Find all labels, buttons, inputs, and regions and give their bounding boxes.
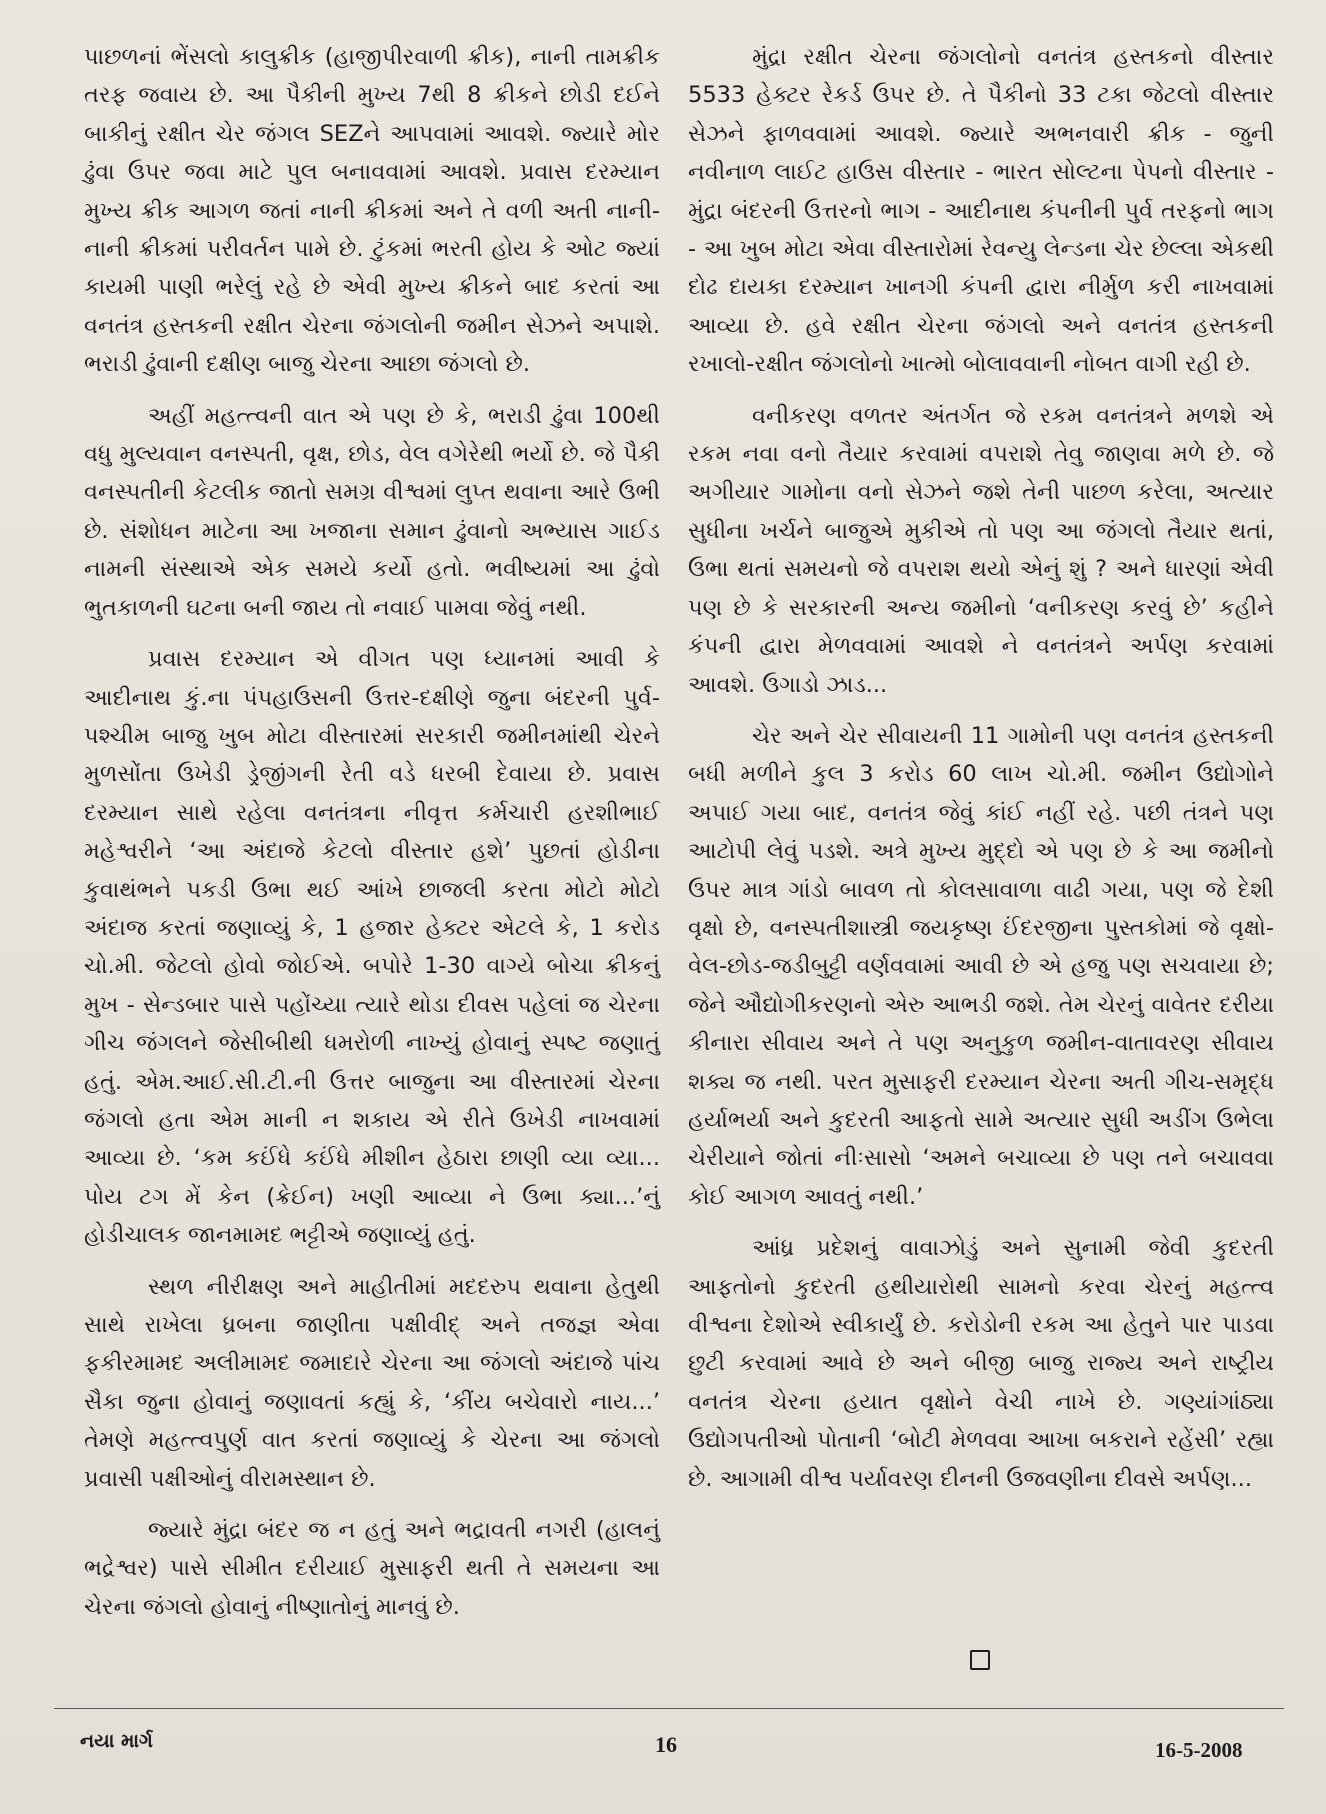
- paragraph: જ્યારે મુંદ્રા બંદર જ ન હતું અને ભદ્રાવતી નગરી (હાલનું ભદ્રેશ્વર) પાસે સીમીત દરીયાઈ મુસાફરી થતી તે સમયના આ ચેરના જંગલો હોવાનું નીષ્ણાતોનું માનવું છે.: [84, 1517, 660, 1620]
- footer-divider: [54, 1708, 1284, 1709]
- paragraph: ચેર અને ચેર સીવાયની 11 ગામોની પણ વનતંત્ર હસ્તકની બધી મળીને કુલ 3 કરોડ 60 લાખ ચો.મી. જમીન ઉદ્યોગોને અપાઈ ગયા બાદ, વનતંત્ર જેવું કાંઈ નહીં રહે. પછી તંત્રને પણ આટોપી લેવું પડશે. અત્રે મુખ્ય મુદ્દો એ પણ છે કે આ જમીનો ઉપર માત્ર ગાંડો બાવળ તો કોલસાવાળા વાઢી ગયા, પણ જે દેશી વૃક્ષો છે, વનસ્પતીશાસ્ત્રી જયકૃષ્ણ ઈંદરજીના પુસ્તકોમાં જે વૃક્ષો-વેલ-છોડ-જડીબુટ્ટી વર્ણવવામાં આવી છે એ હજુ પણ સચવાયા છે; જેને ઔદ્યોગીકરણનો એરુ આભડી જશે. તેમ ચેરનું વાવેતર દરીયા કીનારા સીવાય અને તે પણ અનુકુળ જમીન-વાતાવરણ સીવાય શક્ય જ નથી. પરત મુસાફરી દરમ્યાન ચેરના અતી ગીચ-સમૃદ્ધ હર્યાભર્યા અને કુદરતી આફતો સામે અત્યાર સુધી અડીંગ ઉભેલા ચેરીયાને જોતાં નીઃસાસો ‘અમને બચાવ્યા છે પણ તને બચાવવા કોઈ આગળ આવતું નથી.’: [688, 722, 1274, 1210]
- paragraph: અહીં મહત્ત્વની વાત એ પણ છે કે, ભરાડી ઢુંવા 100થી વધુ મુલ્યવાન વનસ્પતી, વૃક્ષ, છોડ, વેલ વગેરેથી ભર્યો છે. જે પૈકી વનસ્પતીની કેટલીક જાતો સમગ્ર વીશ્વમાં લુપ્ત થવાના આરે ઉભી છે. સંશોધન માટેના આ ખજાના સમાન ઢુંવાનો અભ્યાસ ગાઈડ નામની સંસ્થાએ એક સમયે કર્યો હતો. ભવીષ્યમાં આ ઢુંવો ભુતકાળની ઘટના બની જાય તો નવાઈ પામવા જેવું નથી.: [84, 402, 660, 621]
- paragraph: પ્રવાસ દરમ્યાન એ વીગત પણ ધ્યાનમાં આવી કે આદીનાથ કું.ના પંપહાઉસની ઉત્તર-દક્ષીણે જુના બંદરની પુર્વ-પશ્ચીમ બાજુ ખુબ મોટા વીસ્તારમાં સરકારી જમીનમાંથી ચેરને મુળસોંતા ઉખેડી ડ્રેજીંગની રેતી વડે ધરબી દેવાયા છે. પ્રવાસ દરમ્યાન સાથે રહેલા વનતંત્રના નીવૃત્ત કર્મચારી હરશીભાઈ મહેશ્વરીને ‘આ અંદાજે કેટલો વીસ્તાર હશે’ પુછતાં હોડીના કુવાથંભને પકડી ઉભા થઈ આંખે છાજલી કરતા મોટો મોટો અંદાજ કરતાં જણાવ્યું કે, 1 હજાર હેક્ટર એટલે કે, 1 કરોડ ચો.મી. જેટલો હોવો જોઈએ. બપોરે 1-30 વાગ્યે બોચા ક્રીકનું મુખ - સેન્ડબાર પાસે પહોંચ્યા ત્યારે થોડા દીવસ પહેલાં જ ચેરના ગીચ જંગલને જેસીબીથી ધમરોળી નાખ્યું હોવાનું સ્પષ્ટ જણાતું હતું. એમ.આઈ.સી.ટી.ની ઉત્તર બાજુના આ વીસ્તારમાં ચેરના જંગલો હતા એમ માની ન શકાય એ રીતે ઉખેડી નાખવામાં આવ્યા છે. ‘કમ કઈંધે કઈંધે મીશીન હેઠારા છાણી વ્યા વ્યા... પોય ટગ મેં કેન (ક્રેઈન) ખણી આવ્યા ને ઉભા ક્યા...’નું હોડીચાલક જાનમામદ ભટ્ટીએ જણાવ્યું હતું.: [84, 646, 660, 1249]
- end-of-article-square-icon: [970, 1650, 990, 1670]
- paragraph: પાછળનાં ભેંસલો કાલુક્રીક (હાજીપીરવાળી ક્રીક), નાની તામક્રીક તરફ જવાય છે. આ પૈકીની મુખ્ય 7થી 8 ક્રીકને છોડી દઈને બાકીનું રક્ષીત ચેર જંગલ SEZને આપવામાં આવશે. જ્યારે મોર ઢુંવા ઉપર જવા માટે પુલ બનાવવામાં આવશે. પ્રવાસ દરમ્યાન મુખ્ય ક્રીક આગળ જતાં નાની ક્રીકમાં અને તે વળી અતી નાની-નાની ક્રીકમાં પરીવર્તન પામે છે. ટુંકમાં ભરતી હોય કે ઓટ જ્યાં કાયમી પાણી ભરેલું રહે છે એવી મુખ્ય ક્રીકને બાદ કરતાં આ વનતંત્ર હસ્તકની રક્ષીત ચેરના જંગલોની જમીન સેઝને અપાશે. ભરાડી ઢુંવાની દક્ષીણ બાજુ ચેરના આછા જંગલો છે.: [84, 44, 660, 378]
- page-number: 16: [655, 1732, 677, 1757]
- issue-date: 16-5-2008: [1155, 1738, 1243, 1762]
- paragraph: વનીકરણ વળતર અંતર્ગત જે રકમ વનતંત્રને મળશે એ રકમ નવા વનો તૈયાર કરવામાં વપરાશે તેવુ જાણવા મળે છે. જે અગીયાર ગામોના વનો સેઝને જશે તેની પાછળ કરેલા, અત્યાર સુધીના ખર્ચને બાજુએ મુકીએ તો પણ આ જંગલો તૈયાર થતાં, ઉભા થતાં સમયનો જે વપરાશ થયો એનું શું ? અને ધારણાં એવી પણ છે કે સરકારની અન્ય જમીનો ‘વનીકરણ કરવું છે’ કહીને કંપની દ્વારા મેળવવામાં આવશે ને વનતંત્રને અર્પણ કરવામાં આવશે. ઉગાડો ઝાડ...: [688, 402, 1274, 698]
- publication-name: નયા માર્ગ: [80, 1730, 153, 1752]
- paragraph: આંધ્ર પ્રદેશનું વાવાઝોડું અને સુનામી જેવી કુદરતી આફતોનો કુદરતી હથીયારોથી સામનો કરવા ચેરનું મહત્ત્વ વીશ્વના દેશોએ સ્વીકાર્યું છે. કરોડોની રકમ આ હેતુને પાર પાડવા છુટી કરવામાં આવે છે અને બીજી બાજુ રાજ્ય અને રાષ્ટ્રીય વનતંત્ર ચેરના હયાત વૃક્ષોને વેચી નાખે છે. ગણ્યાંગાંઠ્યા ઉદ્યોગપતીઓ પોતાની ‘બોટી મેળવવા આખા બકરાને રહેંસી’ રહ્યા છે. આગામી વીશ્વ પર્યાવરણ દીનની ઉજવણીના દીવસે અર્પણ...: [688, 1235, 1274, 1492]
- article-column-right: [688, 38, 1274, 1511]
- article-column-left: [84, 38, 660, 1639]
- paragraph: સ્થળ નીરીક્ષણ અને માહીતીમાં મદદરુપ થવાના હેતુથી સાથે રાખેલા ધ્રબના જાણીતા પક્ષીવીદ્ અને તજજ્ઞ એવા ફકીરમામદ અલીમામદ જમાદારે ચેરના આ જંગલો અંદાજે પાંચ સૈકા જુના હોવાનું જણાવતાં કહ્યું કે, ‘કીંય બચેવારો નાય...’ તેમણે મહત્ત્વપુર્ણ વાત કરતાં જણાવ્યું કે ચેરના આ જંગલો પ્રવાસી પક્ષીઓનું વીરામસ્થાન છે.: [84, 1273, 660, 1492]
- paragraph: મુંદ્રા રક્ષીત ચેરના જંગલોનો વનતંત્ર હસ્તકનો વીસ્તાર 5533 હેક્ટર રેકર્ડ ઉપર છે. તે પૈકીનો 33 ટકા જેટલો વીસ્તાર સેઝને ફાળવવામાં આવશે. જ્યારે અભનવારી ક્રીક - જુની નવીનાળ લાઈટ હાઉસ વીસ્તાર - ભારત સોલ્ટના પેપનો વીસ્તાર - મુંદ્રા બંદરની ઉત્તરનો ભાગ - આદીનાથ કંપનીની પુર્વ તરફનો ભાગ - આ ખુબ મોટા એવા વીસ્તારોમાં રેવન્યુ લેન્ડના ચેર છેલ્લા એકથી દોઢ દાયકા દરમ્યાન ખાનગી કંપની દ્વારા નીર્મુળ કરી નાખવામાં આવ્યા છે. હવે રક્ષીત ચેરના જંગલો અને વનતંત્ર હસ્તકની રખાલો-રક્ષીત જંગલોનો ખાત્મો બોલાવવાની નોબત વાગી રહી છે.: [688, 44, 1274, 378]
